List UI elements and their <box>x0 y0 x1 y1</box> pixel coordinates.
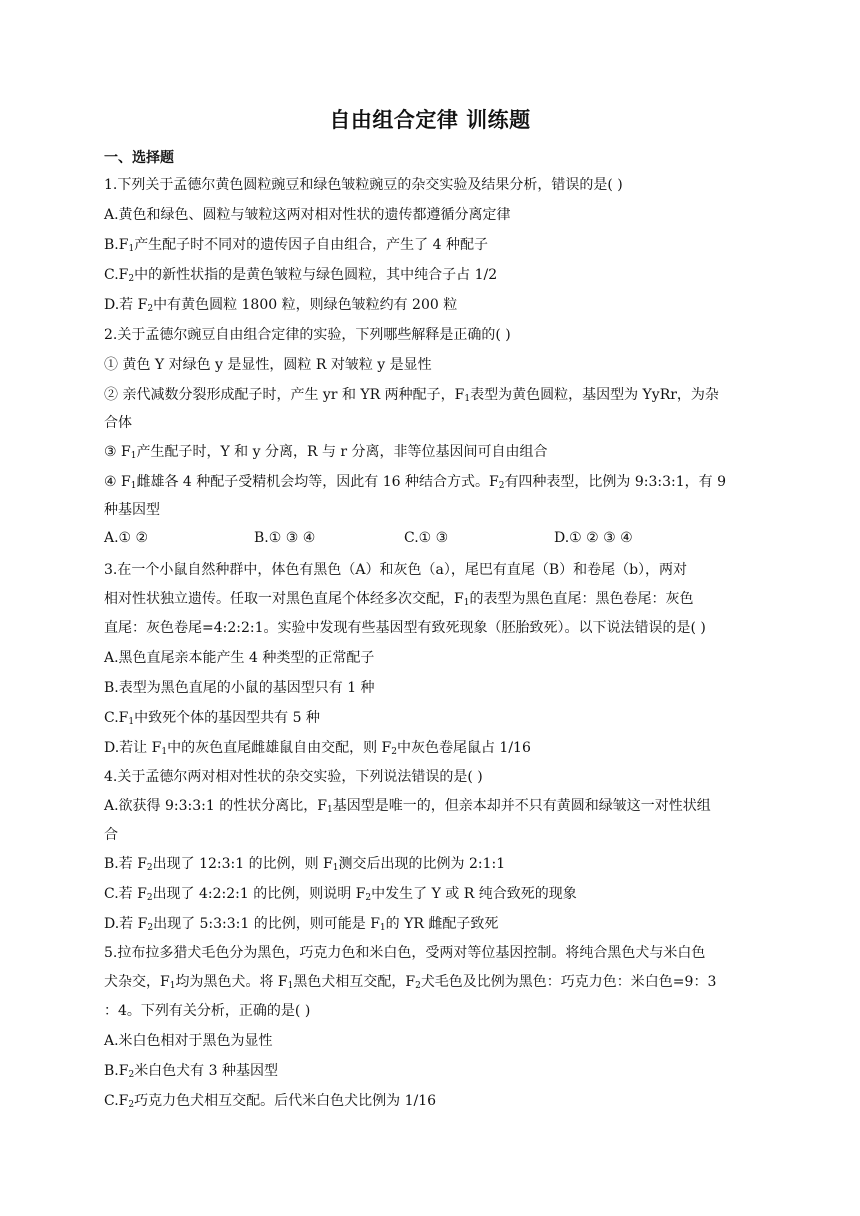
q3-option-a: A.黑色直尾亲本能产生 4 种类型的正常配子 <box>104 650 375 666</box>
q2-statement-2-cont: 合体 <box>104 415 132 431</box>
q4-option-a-cont: 合 <box>104 827 118 843</box>
q2-option-c: C.① ③ <box>404 530 449 546</box>
q5-option-a: A.米白色相对于黑色为显性 <box>104 1033 273 1049</box>
q2-option-d: D.① ② ③ ④ <box>554 530 633 546</box>
q3-option-b: B.表型为黑色直尾的小鼠的基因型只有 1 种 <box>104 680 375 696</box>
q3-stem-line-1: 3.在一个小鼠自然种群中，体色有黑色（A）和灰色（a），尾巴有直尾（B）和卷尾（b），两对 <box>104 562 688 578</box>
q2-option-a: A.① ② <box>104 530 149 546</box>
q3-option-c: $C.F_1$中致死个体的基因型共有 5 种 <box>104 710 320 727</box>
q3-stem-line-2: 相对性状独立遗传。任取一对黑色直尾个体经多次交配，$F_1$的表型为黑色直尾：黑色卷尾：灰色 <box>104 591 694 608</box>
q4-option-a: A.欲获得 9:3:3:1 的性状分离比，$F_1$基因型是唯一的，但亲本却并不只有黄圆和绿皱这一对性状组 <box>104 798 711 815</box>
q2-statement-4: ④ $F_1$雌雄各 4 种配子受精机会均等，因此有 16 种结合方式。$F_2$有四种表型，比例为 9:3:3:1，有 9 <box>104 474 727 491</box>
q2-option-b: B.① ③ ④ <box>254 530 316 546</box>
page-title: 自由组合定律 训练题 <box>329 107 531 132</box>
q4-stem: 4.关于孟德尔两对相对性状的杂交实验，下列说法错误的是( ) <box>104 769 483 785</box>
q3-option-d: D.若让 $F_1$中的灰色直尾雌雄鼠自由交配，则 $F_2$中灰色卷尾鼠占 1/16 <box>104 740 531 757</box>
q5-option-c: $C.F_2$巧克力色犬相互交配。后代米白色犬比例为 1/16 <box>104 1093 437 1110</box>
q5-stem-line-3: ：4。下列有关分析，正确的是( ) <box>104 1003 311 1019</box>
section-heading: 一、选择题 <box>104 150 174 166</box>
q5-stem-line-2: 犬杂交，$F_1$均为黑色犬。将 $F_1$黑色犬相互交配，$F_2$犬毛色及比例为黑色：巧克力色：米白色=9：3 <box>104 974 717 991</box>
q4-option-d: D.若 $F_2$出现了 5:3:3:1 的比例，则可能是 $F_1$的 YR 雌配子致死 <box>104 916 499 933</box>
q2-statement-2: ② 亲代减数分裂形成配子时，产生 yr 和 YR 两种配子，$F_1$表型为黄色圆粒，基因型为 YyRr，为杂 <box>104 387 719 404</box>
q1-stem: 1.下列关于孟德尔黄色圆粒豌豆和绿色皱粒豌豆的杂交实验及结果分析，错误的是( ) <box>104 177 623 193</box>
q3-stem-line-3: 直尾：灰色卷尾=4:2:2:1。实验中发现有些基因型有致死现象（胚胎致死）。以下说法错误的是( ) <box>104 620 706 636</box>
q2-statement-4-cont: 种基因型 <box>104 502 160 518</box>
q2-stem: 2.关于孟德尔豌豆自由组合定律的实验，下列哪些解释是正确的( ) <box>104 327 511 343</box>
q1-option-c: $C.F_2$中的新性状指的是黄色皱粒与绿色圆粒，其中纯合子占 1/2 <box>104 267 498 284</box>
q1-option-b: $B.F_1$产生配子时不同对的遗传因子自由组合，产生了 4 种配子 <box>104 237 488 254</box>
q1-option-d: D.若 $F_2$中有黄色圆粒 1800 粒，则绿色皱粒约有 200 粒 <box>104 297 458 314</box>
q4-option-b: B.若 $F_2$出现了 12:3:1 的比例，则 $F_1$测交后出现的比例为 2:1:1 <box>104 856 506 873</box>
q2-statement-3: ③ $F_1$产生配子时，Y 和 y 分离，R 与 r 分离，非等位基因间可自由组合 <box>104 444 548 461</box>
q4-option-c: C.若 $F_2$出现了 4:2:2:1 的比例，则说明 $F_2$中发生了 Y 或 R 纯合致死的现象 <box>104 886 577 903</box>
q1-option-a: A.黄色和绿色、圆粒与皱粒这两对相对性状的遗传都遵循分离定律 <box>104 207 511 223</box>
q5-option-b: $B.F_2$米白色犬有 3 种基因型 <box>104 1063 278 1080</box>
q5-stem-line-1: 5.拉布拉多猎犬毛色分为黑色，巧克力色和米白色，受两对等位基因控制。将纯合黑色犬与米白色 <box>104 945 706 961</box>
q2-statement-1: ① 黄色 Y 对绿色 y 是显性，圆粒 R 对皱粒 y 是显性 <box>104 357 432 373</box>
